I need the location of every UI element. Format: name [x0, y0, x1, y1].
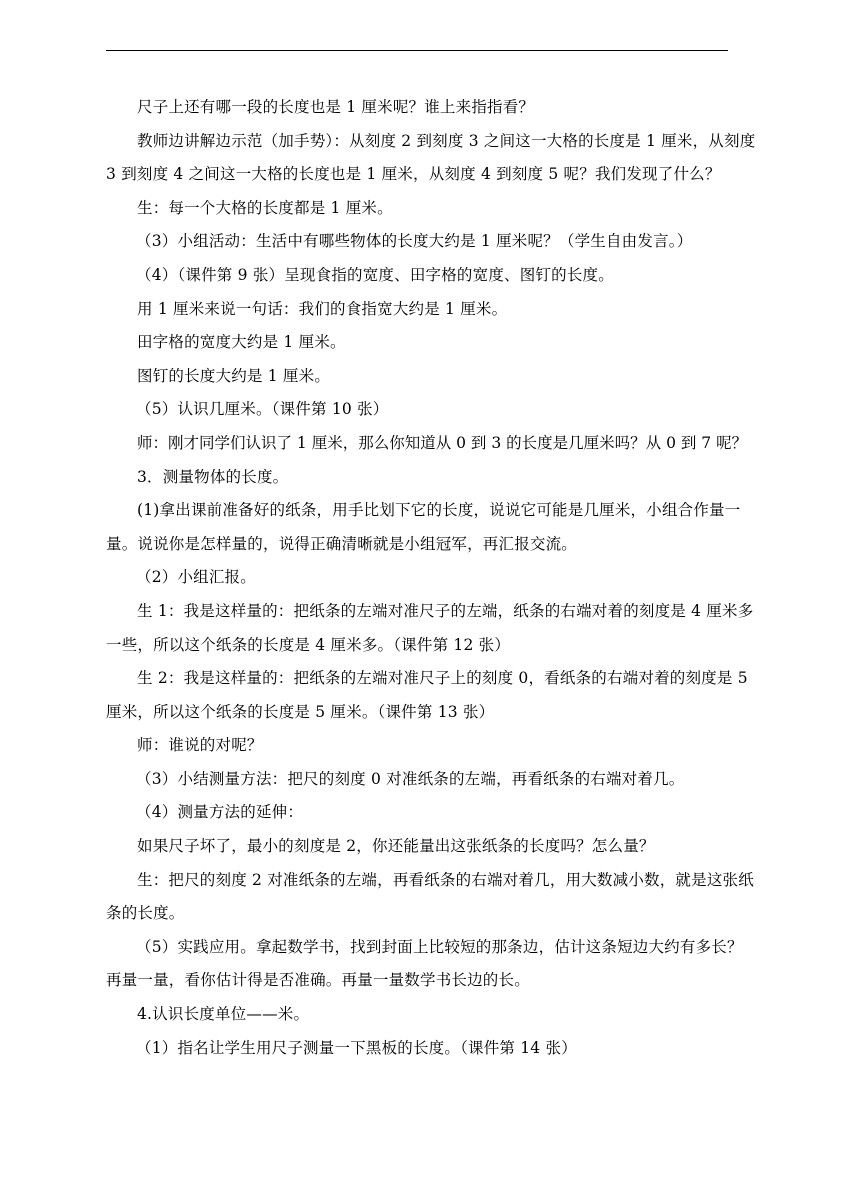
header-rule — [106, 50, 728, 51]
paragraph-16: 师：谁说的对呢？ — [137, 736, 263, 755]
paragraph-17: （3）小结测量方法：把尺的刻度 0 对准纸条的左端，再看纸条的右端对着几。 — [136, 769, 685, 788]
paragraph-1: 尺子上还有哪一段的长度也是 1 厘米呢？谁上来指指看？ — [137, 98, 535, 116]
paragraph-9: （5）认识几厘米。（课件第 10 张） — [136, 400, 389, 419]
paragraph-11: 3．测量物体的长度。 — [137, 467, 289, 486]
paragraph-3: 生：每一个大格的长度都是 1 厘米。 — [137, 198, 393, 217]
paragraph-5: （4）（课件第 9 张）呈现食指的宽度、田字格的宽度、图钉的长度。 — [136, 265, 614, 284]
paragraph-4: （3）小组活动：生活中有哪些物体的长度大约是 1 厘米呢？（学生自由发言。） — [136, 232, 693, 251]
paragraph-12: (1)拿出课前准备好的纸条，用手比划下它的长度，说说它可能是几厘米，小组合作量一量。说说你是怎样量的，说得正确清晰就是小组冠军，再汇报交流。 — [106, 501, 741, 553]
document-body — [106, 91, 756, 1065]
paragraph-8: 图钉的长度大约是 1 厘米。 — [137, 366, 331, 385]
paragraph-6: 用 1 厘米来说一句话：我们的食指宽大约是 1 厘米。 — [137, 299, 508, 318]
paragraph-18: （4）测量方法的延伸： — [136, 803, 304, 822]
paragraph-21: （5）实践应用。拿起数学书，找到封面上比较短的那条边，估计这条短边大约有多长？再量一量，看你估计得是否准确。再量一量数学书长边的长。 — [106, 937, 743, 990]
paragraph-7: 田字格的宽度大约是 1 厘米。 — [137, 333, 346, 352]
paragraph-15: 生 2：我是这样量的：把纸条的左端对准尺子上的刻度 0，看纸条的右端对着的刻度是 5 厘米，所以这个纸条的长度是 5 厘米。（课件第 13 张） — [106, 669, 748, 721]
paragraph-13: （2）小组汇报。 — [136, 568, 256, 587]
paragraph-19: 如果尺子坏了，最小的刻度是 2，你还能量出这张纸条的长度吗？怎么量？ — [137, 837, 655, 856]
paragraph-20: 生：把尺的刻度 2 对准纸条的左端，再看纸条的右端对着几，用大数减小数，就是这张纸条的长度。 — [106, 870, 754, 923]
paragraph-22: 4.认识长度单位——米。 — [137, 1005, 310, 1024]
paragraph-23: （1）指名让学生用尺子测量一下黑板的长度。（课件第 14 张） — [136, 1038, 577, 1057]
paragraph-10: 师：刚才同学们认识了 1 厘米，那么你知道从 0 到 3 的长度是几厘米吗？从 0 到 7 呢？ — [137, 433, 748, 452]
paragraph-2: 教师边讲解边示范（加手势）：从刻度 2 到刻度 3 之间这一大格的长度是 1 厘米，从刻度 3 到刻度 4 之间这一大格的长度也是 1 厘米，从刻度 4 到刻度 5 呢？我们发现了什么？ — [106, 131, 756, 184]
paragraph-14: 生 1：我是这样量的：把纸条的左端对准尺子的左端，纸条的右端对着的刻度是 4 厘米多一些，所以这个纸条的长度是 4 厘米多。（课件第 12 张） — [106, 601, 754, 654]
